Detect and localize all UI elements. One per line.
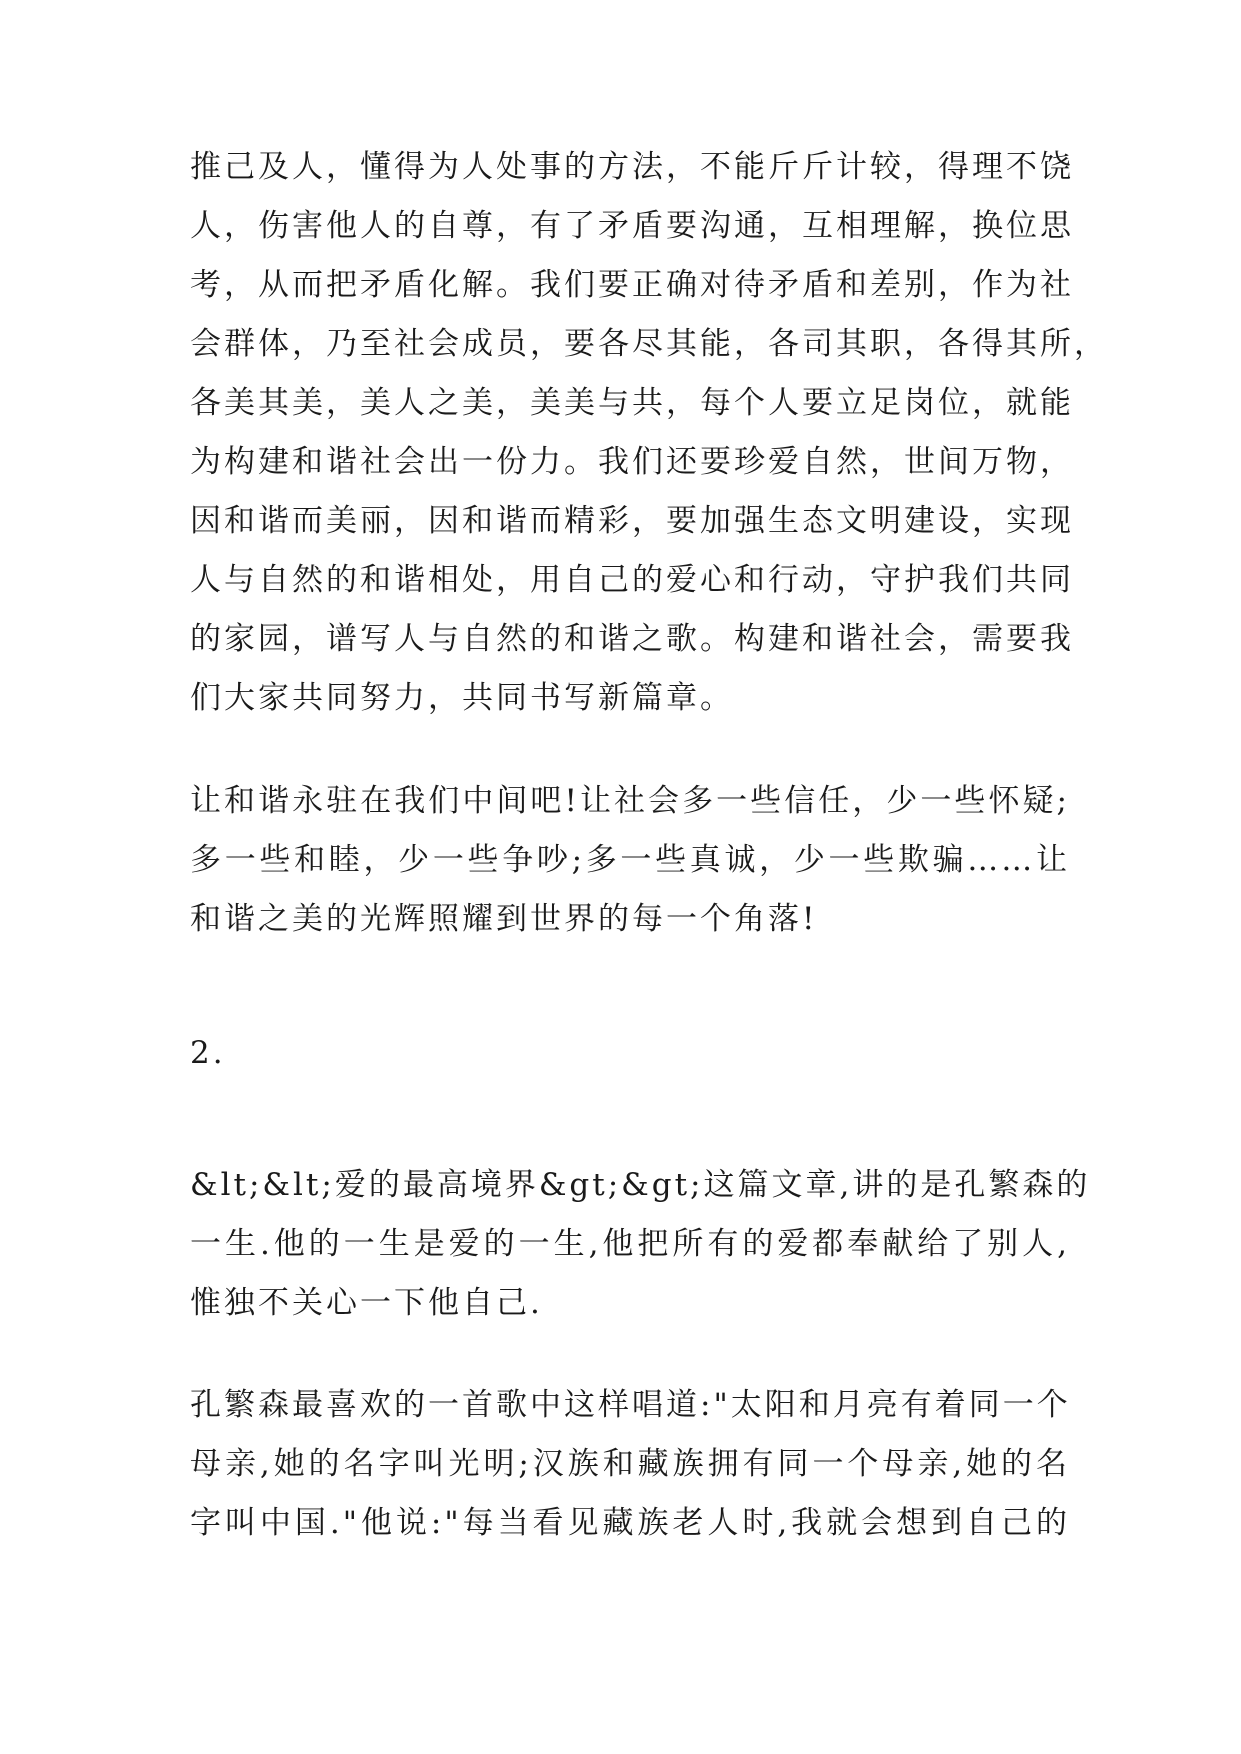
- section-number: [190, 1024, 1070, 1083]
- text-line: &lt;&lt;爱的最高境界&gt;&gt;这篇文章,讲的是孔繁森的: [190, 1167, 1091, 1203]
- text-line: 多一些和睦，少一些争吵;多一些真诚，少一些欺骗……让: [190, 842, 1070, 878]
- text-line: 和谐之美的光辉照耀到世界的每一个角落!: [190, 901, 818, 937]
- text-line: 孔繁森最喜欢的一首歌中这样唱道:"太阳和月亮有着同一个: [190, 1387, 1071, 1423]
- paragraph-kong-fansen-song: [190, 1376, 1070, 1553]
- text-line: 们大家共同努力，共同书写新篇章。: [190, 680, 734, 716]
- text-line: 字叫中国."他说:"每当看见藏族老人时,我就会想到自己的: [190, 1505, 1070, 1541]
- text-line: 考，从而把矛盾化解。我们要正确对待矛盾和差别，作为社: [190, 267, 1074, 303]
- text-line: 人，伤害他人的自尊，有了矛盾要沟通，互相理解，换位思: [190, 208, 1074, 244]
- text-line: 让和谐永驻在我们中间吧!让社会多一些信任，少一些怀疑;: [190, 783, 1070, 819]
- text-line: 各美其美，美人之美，美美与共，每个人要立足岗位，就能: [190, 385, 1074, 421]
- text-line: 母亲,她的名字叫光明;汉族和藏族拥有同一个母亲,她的名: [190, 1446, 1070, 1482]
- text-line: 为构建和谐社会出一份力。我们还要珍爱自然，世间万物，: [190, 444, 1074, 480]
- paragraph-harmony-wish: [190, 772, 1070, 949]
- text-line: 一生.他的一生是爱的一生,他把所有的爱都奉献给了别人,: [190, 1226, 1070, 1262]
- text-line: 人与自然的和谐相处，用自己的爱心和行动，守护我们共同: [190, 562, 1074, 598]
- text-line: 会群体，乃至社会成员，要各尽其能，各司其职，各得其所，: [190, 326, 1108, 362]
- text-line: 因和谐而美丽，因和谐而精彩，要加强生态文明建设，实现: [190, 503, 1074, 539]
- text-line: 惟独不关心一下他自己.: [190, 1285, 543, 1321]
- text-line: 的家园，谱写人与自然的和谐之歌。构建和谐社会，需要我: [190, 621, 1074, 657]
- text-line: 2.: [190, 1035, 226, 1071]
- paragraph-kong-fansen-intro: [190, 1156, 1091, 1333]
- paragraph-harmony-society: [190, 138, 1108, 728]
- text-line: 推己及人，懂得为人处事的方法，不能斤斤计较，得理不饶: [190, 149, 1074, 185]
